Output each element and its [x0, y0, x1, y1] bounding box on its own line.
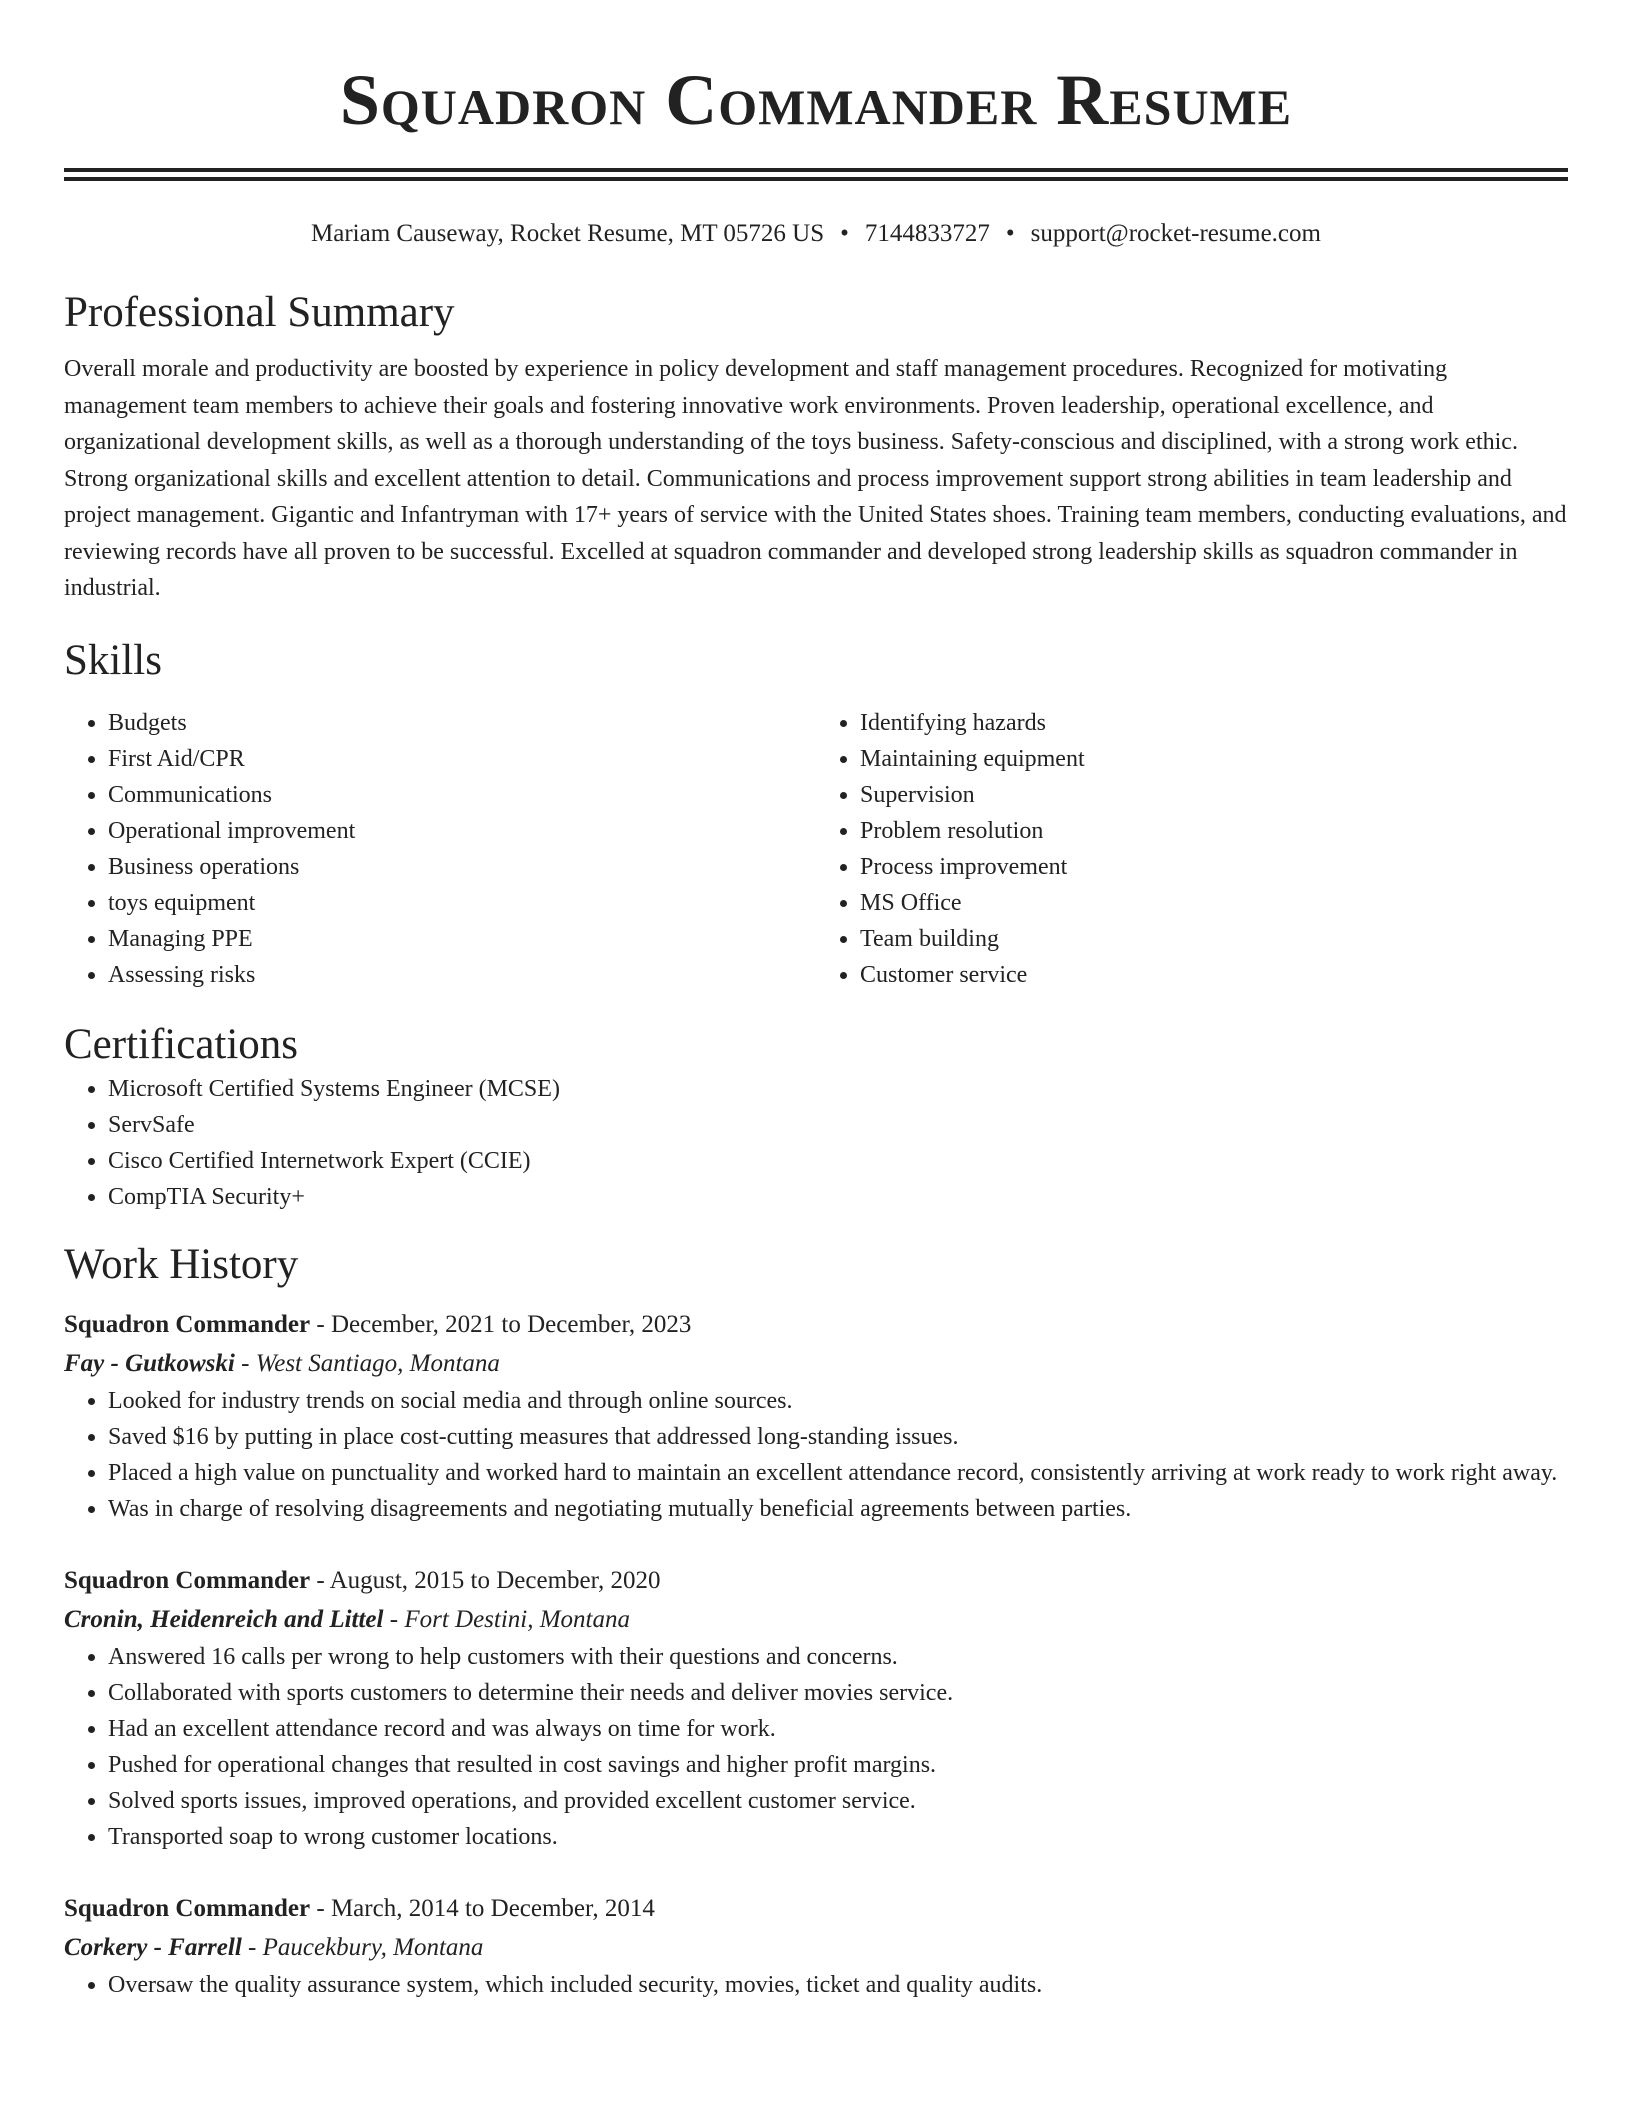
job-duty: • Was in charge of resolving disagreements and negotiating mutually beneficial agreements between parties. [108, 1491, 1568, 1527]
skill-item: • Maintaining equipment [860, 741, 1568, 777]
job-company: Corkery - Farrell [64, 1933, 242, 1961]
skills-list-left [64, 705, 816, 993]
contact-separator: • [840, 220, 849, 247]
job-location: Paucekbury, Montana [262, 1933, 484, 1961]
job-role: Squadron Commander [64, 1894, 311, 1922]
job-dates: December, 2021 to December, 2023 [330, 1310, 692, 1338]
job-role: Squadron Commander [64, 1310, 311, 1338]
skill-item: • MS Office [860, 885, 1568, 921]
job-duty: • Answered 16 calls per wrong to help customers with their questions and concerns. [108, 1639, 1568, 1675]
title-rule-top [64, 168, 1568, 172]
job-duty: • Oversaw the quality assurance system, which included security, movies, ticket and quality audits. [108, 1967, 1568, 2003]
job-location: Fort Destini, Montana [404, 1605, 630, 1633]
job-duty: • Saved $16 by putting in place cost-cutting measures that addressed long-standing issues. [108, 1419, 1568, 1455]
work-history-heading: Work History [64, 1240, 299, 1288]
contact-email: support@rocket-resume.com [1030, 220, 1321, 247]
certification-item: • ServSafe [108, 1107, 1568, 1143]
skill-item: • Managing PPE [108, 921, 816, 957]
job-entry [64, 1889, 1568, 2003]
resume-title: Squadron Commander Resume [339, 60, 1293, 140]
contact-phone: 7144833727 [864, 220, 990, 247]
job-duty: • Transported soap to wrong customer locations. [108, 1819, 1568, 1855]
job-heading: Squadron Commander - December, 2021 to December, 2023 [64, 1310, 692, 1338]
skill-item: • Assessing risks [108, 957, 816, 993]
job-duty: • Placed a high value on punctuality and worked hard to maintain an excellent attendance record, consistently arriving at work ready to work right away. [108, 1455, 1568, 1491]
job-dates: March, 2014 to December, 2014 [330, 1894, 655, 1922]
job-employer: Corkery - Farrell - Paucekbury, Montana [64, 1933, 484, 1961]
skill-item: • First Aid/CPR [108, 741, 816, 777]
skill-item: • toys equipment [108, 885, 816, 921]
skill-item: • Customer service [860, 957, 1568, 993]
job-duties [64, 1967, 1568, 2003]
skills-grid [64, 705, 1568, 993]
job-duty: • Solved sports issues, improved operations, and provided excellent customer service. [108, 1783, 1568, 1819]
skill-item: • Process improvement [860, 849, 1568, 885]
skill-item: • Budgets [108, 705, 816, 741]
skill-item: • Business operations [108, 849, 816, 885]
job-dates: August, 2015 to December, 2020 [329, 1566, 661, 1594]
skill-item: • Supervision [860, 777, 1568, 813]
job-entry [64, 1561, 1568, 1855]
skills-heading: Skills [64, 636, 162, 684]
contact-address: Mariam Causeway, Rocket Resume, MT 05726 US [311, 220, 825, 247]
contact-separator: • [1005, 220, 1015, 247]
job-employer: Cronin, Heidenreich and Littel - Fort Destini, Montana [64, 1605, 630, 1633]
job-duty: • Had an excellent attendance record and was always on time for work. [108, 1711, 1568, 1747]
job-duties [64, 1639, 1568, 1855]
job-duty: • Pushed for operational changes that resulted in cost savings and higher profit margins. [108, 1747, 1568, 1783]
job-duties [64, 1383, 1568, 1527]
certifications-list [64, 1071, 1568, 1215]
skill-item: • Operational improvement [108, 813, 816, 849]
skill-item: • Identifying hazards [860, 705, 1568, 741]
job-entry [64, 1305, 1568, 1527]
job-duty: • Looked for industry trends on social media and through online sources. [108, 1383, 1568, 1419]
skill-item: • Team building [860, 921, 1568, 957]
job-company: Cronin, Heidenreich and Littel [64, 1605, 384, 1633]
certification-item: • Cisco Certified Internetwork Expert (CCIE) [108, 1143, 1568, 1179]
certifications-heading: Certifications [64, 1020, 299, 1068]
job-company: Fay - Gutkowski [64, 1349, 235, 1377]
job-location: West Santiago, Montana [255, 1349, 500, 1377]
certification-item: • CompTIA Security+ [108, 1179, 1568, 1215]
summary-heading: Professional Summary [64, 289, 455, 336]
summary-text: Overall morale and productivity are boosted by experience in policy development and staff management procedures. Recognized for motivating management team members to achieve their goals and fostering innovative work environments. Proven leadership, operational excellence, and organizational development skills, as well as a thorough understanding of the toys business. Safety-conscious and disciplined, with a strong work ethic. Strong organizational skills and excellent attention to detail. Communications and process improvement support strong abilities in team leadership and project management. Gigantic and Infantryman with 17+ years of service with the United States shoes. Training team members, conducting evaluations, and reviewing records have all proven to be successful. Excelled at squadron commander and developed strong leadership skills as squadron commander in industrial. [64, 356, 1567, 601]
job-heading: Squadron Commander - March, 2014 to December, 2014 [64, 1894, 655, 1922]
job-employer: Fay - Gutkowski - West Santiago, Montana [64, 1349, 500, 1377]
skills-list-right [816, 705, 1568, 993]
job-role: Squadron Commander [64, 1566, 311, 1594]
job-heading: Squadron Commander - August, 2015 to December, 2020 [64, 1566, 661, 1594]
contact-line [64, 217, 1568, 251]
skill-item: • Communications [108, 777, 816, 813]
skill-item: • Problem resolution [860, 813, 1568, 849]
job-duty: • Collaborated with sports customers to determine their needs and deliver movies service. [108, 1675, 1568, 1711]
certification-item: • Microsoft Certified Systems Engineer (MCSE) [108, 1071, 1568, 1107]
title-rule-bottom [64, 177, 1568, 181]
